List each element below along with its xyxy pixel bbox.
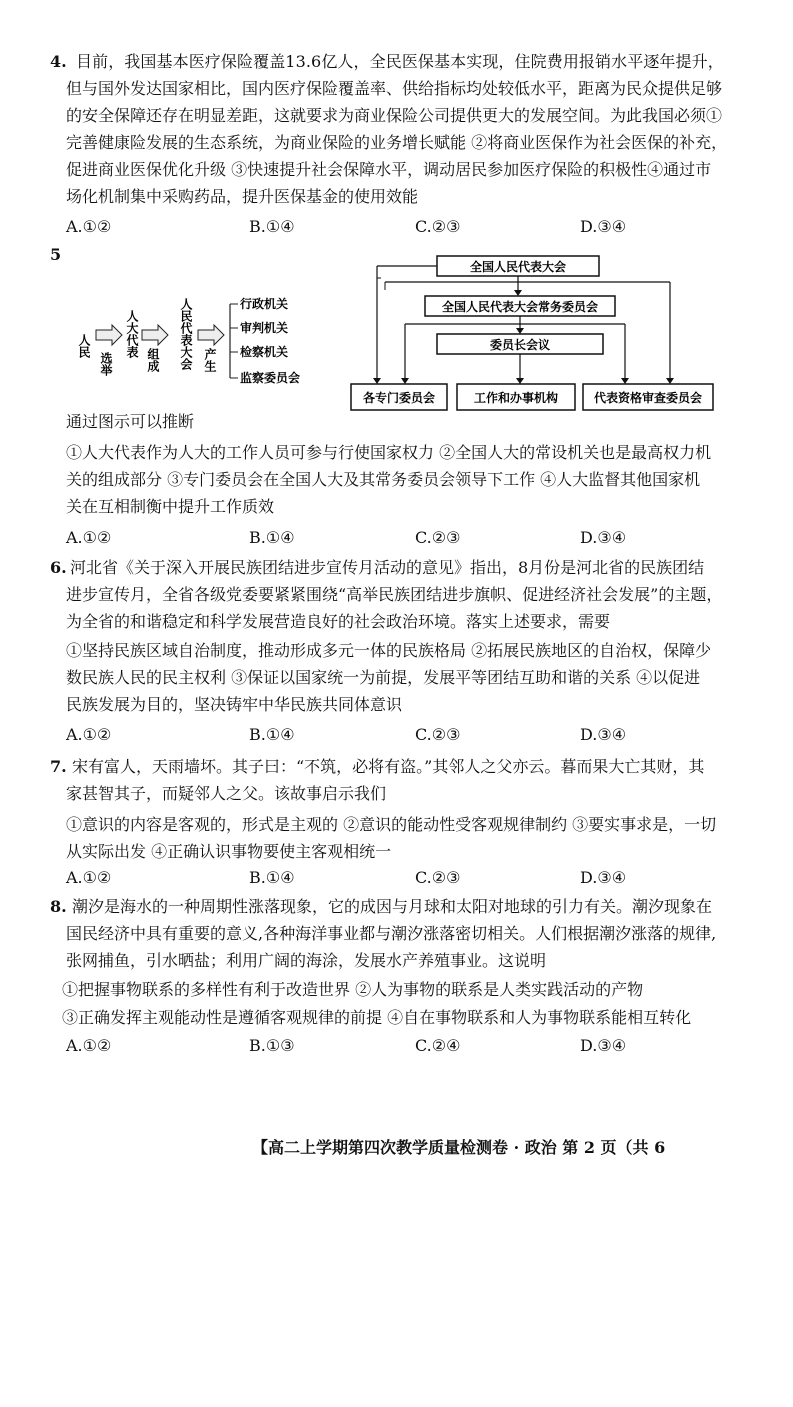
option-a: A.①② bbox=[66, 725, 112, 744]
question-text-line: 关在互相制衡中提升工作质效 bbox=[66, 497, 275, 516]
question-text-line: 进步宣传月，全省各级党委要紧紧围绕“高举民族团结进步旗帜、促进经济社会发展”的主题， bbox=[66, 585, 723, 604]
option-c: C.②④ bbox=[415, 1036, 461, 1055]
produce-label: 产生 bbox=[203, 348, 217, 372]
option-b: B.①③ bbox=[249, 1036, 295, 1055]
congress-label: 人民代表大会 bbox=[179, 298, 193, 370]
question-text-line: 为全省的和谐稳定和科学发展营造良好的社会政治环境。落实上述要求，需要 bbox=[66, 612, 611, 631]
working-bodies-label: 工作和办事机构 bbox=[473, 391, 559, 405]
question-text-line: 宋有富人，天雨墙坏。其子曰：“不筑，必将有盗。”其邻人之父亦云。暮而果大亡其财，其 bbox=[72, 757, 705, 776]
page-footer: 【高二上学期第四次教学质量检测卷 · 政治 第 2 页（共 6 bbox=[252, 1138, 666, 1157]
question-text-line: 目前，我国基本医疗保险覆盖13.6亿人，全民医保基本实现，住院费用报销水平逐年提升， bbox=[76, 52, 724, 71]
option-b: B.①④ bbox=[249, 725, 295, 744]
option-d: D.③④ bbox=[580, 528, 627, 547]
option-b: B.①④ bbox=[249, 868, 295, 887]
people-congress-diagram bbox=[60, 290, 325, 395]
organ-executive: 行政机关 bbox=[240, 297, 289, 311]
organ-judicial: 审判机关 bbox=[240, 321, 289, 335]
npc-structure-diagram bbox=[345, 250, 725, 415]
question-text-line: 潮汐是海水的一种周期性涨落现象，它的成因与月球和太阳对地球的引力有关。潮汐现象在 bbox=[72, 897, 713, 916]
option-a: A.①② bbox=[66, 217, 112, 236]
question-text-line: 家甚智其子，而疑邻人之父。该故事启示我们 bbox=[66, 784, 387, 803]
option-c: C.②③ bbox=[415, 528, 461, 547]
option-a: A.①② bbox=[66, 1036, 112, 1055]
question-text-line: 关的组成部分 ③专门委员会在全国人大及其常务委员会领导下工作 ④人大监督其他国家机 bbox=[66, 470, 701, 489]
question-text-line: ③正确发挥主观能动性是遵循客观规律的前提 ④自在事物联系和人为事物联系能相互转化 bbox=[62, 1008, 692, 1027]
question-text-line: 促进商业医保优化升级 ③快速提升社会保障水平，调动居民参加医疗保险的积极性④通过市 bbox=[66, 160, 712, 179]
question-text-line: 民族发展为目的，坚决铸牢中华民族共同体意识 bbox=[66, 695, 403, 714]
question-text-line: 完善健康险发展的生态系统，为商业保险的业务增长赋能 ②将商业医保作为社会医保的补充， bbox=[66, 133, 728, 152]
question-text-line: ①坚持民族区域自治制度，推动形成多元一体的民族格局 ②拓展民族地区的自治权，保障少 bbox=[66, 641, 712, 660]
question-text-line: ①意识的内容是客观的，形式是主观的 ②意识的能动性受客观规律制约 ③要实事求是，一切 bbox=[66, 815, 717, 834]
option-d: D.③④ bbox=[580, 217, 627, 236]
question-text-line: 河北省《关于深入开展民族团结进步宣传月活动的意见》指出，8月份是河北省的民族团结 bbox=[70, 558, 705, 577]
option-a: A.①② bbox=[66, 528, 112, 547]
organ-supervisory: 监察委员会 bbox=[240, 371, 301, 385]
standing-committee-label: 全国人民代表大会常务委员会 bbox=[441, 300, 599, 314]
question-number: 4. bbox=[50, 52, 67, 71]
option-c: C.②③ bbox=[415, 868, 461, 887]
question-number: 8. bbox=[50, 897, 67, 916]
option-b: B.①④ bbox=[249, 528, 295, 547]
chairmen-council-label: 委员长会议 bbox=[489, 338, 551, 352]
deputies-label: 人大代表 bbox=[125, 310, 139, 358]
question-text-line: ①把握事物联系的多样性有利于改造世界 ②人为事物的联系是人类实践活动的产物 bbox=[62, 980, 644, 999]
npc-label: 全国人民代表大会 bbox=[469, 260, 567, 274]
elect-label: 选举 bbox=[99, 352, 113, 376]
question-text-line: 从实际出发 ④正确认识事物要使主客观相统一 bbox=[66, 842, 392, 861]
question-number: 6. bbox=[50, 558, 67, 577]
question-text-line: 张网捕鱼，引水晒盐；利用广阔的海涂，发展水产养殖事业。这说明 bbox=[66, 951, 547, 970]
option-c: C.②③ bbox=[415, 725, 461, 744]
special-committees-label: 各专门委员会 bbox=[362, 391, 436, 405]
question-text-line: 的安全保障还存在明显差距，这就要求为商业保险公司提供更大的发展空间。为此我国必须① bbox=[66, 106, 723, 125]
form-label: 组成 bbox=[146, 348, 160, 372]
question-text-line: 但与国外发达国家相比，国内医疗保险覆盖率、供给指标均处较低水平，距离为民众提供足够 bbox=[66, 79, 723, 98]
question-text-line: 数民族人民的民主权利 ③保证以国家统一为前提，发展平等团结互助和谐的关系 ④以促进 bbox=[66, 668, 701, 687]
question-text-line: 通过图示可以推断 bbox=[66, 412, 195, 431]
option-d: D.③④ bbox=[580, 868, 627, 887]
organ-procuratorial: 检察机关 bbox=[240, 345, 289, 359]
question-text-line: ①人大代表作为人大的工作人员可参与行使国家权力 ②全国人大的常设机关也是最高权力机 bbox=[66, 443, 712, 462]
question-text-line: 国民经济中具有重要的意义,各种海洋事业都与潮汐涨落密切相关。人们根据潮汐涨落的规律, bbox=[66, 924, 717, 943]
option-d: D.③④ bbox=[580, 1036, 627, 1055]
question-number: 7. bbox=[50, 757, 67, 776]
option-b: B.①④ bbox=[249, 217, 295, 236]
credentials-committee-label: 代表资格审查委员会 bbox=[593, 391, 703, 405]
question-number: 5 bbox=[50, 245, 62, 264]
question-text-line: 场化机制集中采购药品，提升医保基金的使用效能 bbox=[66, 187, 419, 206]
option-a: A.①② bbox=[66, 868, 112, 887]
people-label: 人民 bbox=[77, 334, 91, 358]
option-c: C.②③ bbox=[415, 217, 461, 236]
option-d: D.③④ bbox=[580, 725, 627, 744]
